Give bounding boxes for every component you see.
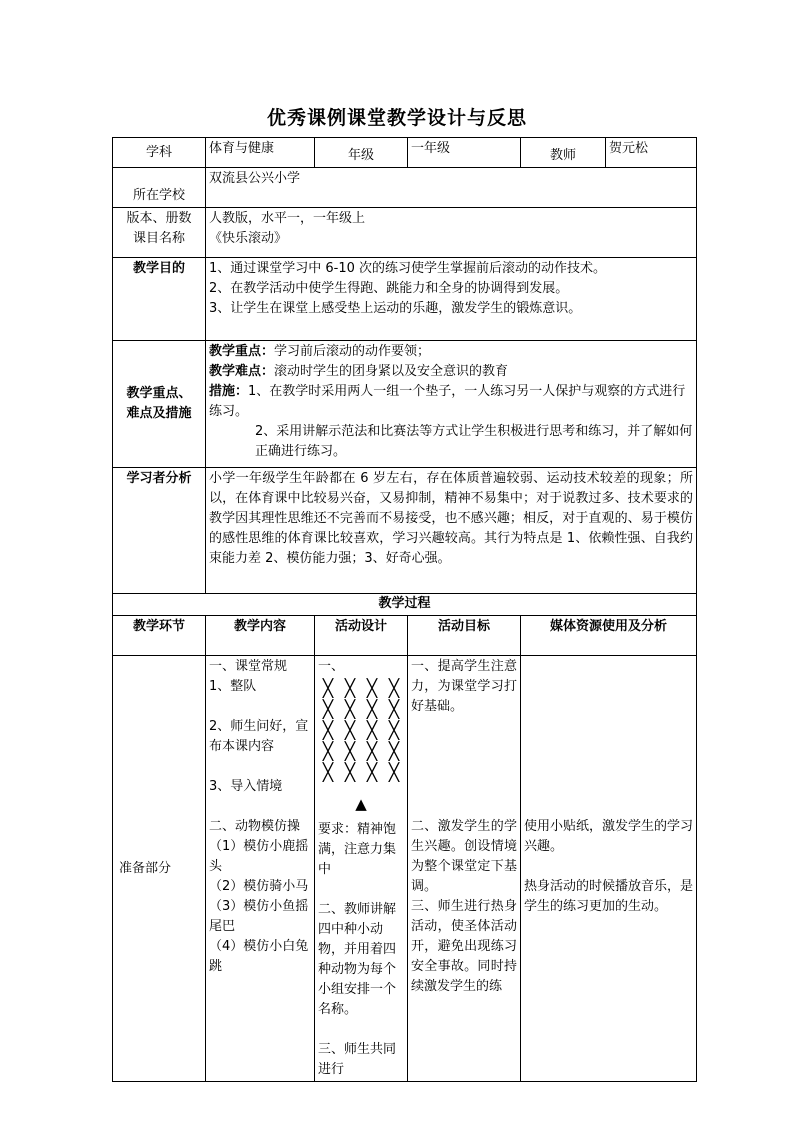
key-points-label-line2: 难点及措施 bbox=[126, 406, 192, 421]
edition-value-line2: 《快乐滚动》 bbox=[209, 231, 288, 246]
student-marker: ╳ bbox=[322, 721, 334, 741]
student-marker: ╳ bbox=[344, 679, 356, 699]
stage-name: 准备部分 bbox=[113, 656, 206, 1082]
key-points-content bbox=[206, 341, 697, 468]
focus-label: 教学重点： bbox=[209, 344, 275, 359]
student-marker: ╳ bbox=[322, 679, 334, 699]
col-goal: 活动目标 bbox=[408, 616, 521, 656]
difficulty-label: 教学难点： bbox=[209, 364, 275, 379]
learner-analysis-row bbox=[113, 468, 697, 594]
edition-label-line1: 版本、册数 bbox=[126, 211, 192, 226]
content-cell bbox=[206, 656, 315, 1082]
content-line: （1）模仿小鹿摇头 bbox=[209, 839, 309, 874]
measure-2: 2、采用讲解示范法和比赛法等方式让学生积极进行思考和练习，并了解如何正确进行练习。 bbox=[255, 424, 693, 459]
student-marker: ╳ bbox=[344, 700, 356, 720]
content-spacer bbox=[209, 797, 311, 817]
content-line: 一、课堂常规 bbox=[209, 659, 288, 674]
lesson-plan-table bbox=[112, 137, 697, 1082]
goal-line: 二、激发学生的学生兴趣。创设情境为整个课堂定下基调。 bbox=[411, 819, 517, 894]
student-marker: ╳ bbox=[388, 721, 400, 741]
objective-item: 2、在教学活动中使学生得跑、跳能力和全身的协调得到发展。 bbox=[209, 281, 569, 296]
measure-1-text: 1、在教学时采用两人一组一个垫子，一人练习另一人保护与观察的方式进行练习。 bbox=[209, 384, 686, 419]
teacher-value: 贺元松 bbox=[606, 138, 697, 168]
school-label: 所在学校 bbox=[113, 168, 206, 208]
objective-item: 3、让学生在课堂上感受垫上运动的乐趣，激发学生的锻炼意识。 bbox=[209, 301, 582, 316]
col-content: 教学内容 bbox=[206, 616, 315, 656]
col-stage: 教学环节 bbox=[113, 616, 206, 656]
student-marker: ╳ bbox=[322, 763, 334, 783]
activity-line: 三、师生共同进行 bbox=[318, 1042, 397, 1077]
student-marker: ╳ bbox=[366, 700, 378, 720]
subject-value: 体育与健康 bbox=[206, 138, 315, 168]
measures-label: 措施： bbox=[209, 384, 249, 399]
goal-cell bbox=[408, 656, 521, 1082]
student-marker: ╳ bbox=[388, 742, 400, 762]
objectives-list bbox=[206, 258, 697, 341]
student-marker: ╳ bbox=[366, 763, 378, 783]
goal-line: 三、师生进行热身活动，使圣体活动开，避免出现练习安全事故。同时持续激发学生的练 bbox=[411, 899, 517, 994]
student-marker: ╳ bbox=[366, 721, 378, 741]
process-heading: 教学过程 bbox=[113, 594, 697, 616]
goal-line: 一、提高学生注意力，为课堂学习打好基础。 bbox=[411, 659, 517, 714]
grade-label: 年级 bbox=[315, 138, 408, 168]
key-points-label bbox=[113, 341, 206, 468]
student-marker: ╳ bbox=[388, 700, 400, 720]
focus-text: 学习前后滚动的动作要领； bbox=[274, 344, 431, 359]
student-marker: ╳ bbox=[344, 763, 356, 783]
edition-value-line1: 人教版，水平一，一年级上 bbox=[209, 211, 366, 226]
activity-line: 二、教师讲解四中种小动物，并用着四种动物为每个小组安排一个名称。 bbox=[318, 902, 397, 1017]
student-marker: ╳ bbox=[388, 763, 400, 783]
student-marker: ╳ bbox=[322, 742, 334, 762]
student-marker: ╳ bbox=[322, 700, 334, 720]
edition-value bbox=[206, 208, 697, 258]
process-heading-row bbox=[113, 594, 697, 616]
student-marker: ╳ bbox=[344, 721, 356, 741]
process-columns-row bbox=[113, 616, 697, 656]
key-points-label-line1: 教学重点、 bbox=[126, 386, 192, 401]
school-row bbox=[113, 168, 697, 208]
activity-line: 要求：精神饱满，注意力集中 bbox=[318, 822, 397, 877]
content-line: 1、整队 bbox=[209, 679, 257, 694]
measure-1 bbox=[209, 382, 693, 422]
activity-cell bbox=[315, 656, 408, 1082]
key-points-row bbox=[113, 341, 697, 468]
difficulty-text: 滚动时学生的团身紧以及安全意识的教育 bbox=[274, 364, 509, 379]
student-marker: ╳ bbox=[344, 742, 356, 762]
edition-label bbox=[113, 208, 206, 258]
grade-value: 一年级 bbox=[408, 138, 521, 168]
student-marker: ╳ bbox=[388, 679, 400, 699]
content-spacer bbox=[209, 757, 311, 777]
content-spacer bbox=[209, 697, 311, 717]
content-line: 3、导入情境 bbox=[209, 779, 283, 794]
content-line: （2）模仿骑小马 bbox=[209, 879, 309, 894]
media-line: 使用小贴纸，激发学生的学习兴趣。 bbox=[524, 819, 694, 854]
page-title: 优秀课例课堂教学设计与反思 bbox=[266, 107, 527, 129]
content-line: 2、师生问好，宣布本课内容 bbox=[209, 719, 309, 754]
media-cell bbox=[521, 656, 697, 1082]
objective-item: 1、通过课堂学习中 6-10 次的练习使学生掌握前后滚动的动作技术。 bbox=[209, 261, 607, 276]
teacher-position-icon: ▲ bbox=[355, 795, 367, 813]
learner-analysis-label: 学习者分析 bbox=[113, 468, 206, 594]
edition-row bbox=[113, 208, 697, 258]
formation-diagram bbox=[318, 679, 404, 784]
content-line: 二、动物模仿操 bbox=[209, 819, 301, 834]
preparation-row bbox=[113, 656, 697, 1082]
edition-label-line2: 课目名称 bbox=[132, 231, 185, 246]
teaching-focus bbox=[209, 342, 693, 362]
student-marker: ╳ bbox=[366, 742, 378, 762]
teaching-difficulty bbox=[209, 362, 693, 382]
col-media: 媒体资源使用及分析 bbox=[521, 616, 697, 656]
content-line: （4）模仿小白兔跳 bbox=[209, 939, 309, 974]
objectives-row bbox=[113, 258, 697, 341]
col-activity: 活动设计 bbox=[315, 616, 408, 656]
header-row bbox=[113, 138, 697, 168]
learner-analysis-text: 小学一年级学生年龄都在 6 岁左右，存在体质普遍较弱、运动技术较差的现象；所以，在体育课中比较易兴奋，又易抑制，精神不易集中；对于说教过多、技术要求的教学因其理性思维还不完善而不易接受，也不感兴趣；相反，对于直观的、易于模仿的感性思维的体育课比较喜欢，学习兴趣较高。其行为特点是 1、依赖性强、自我约束能力差 2、模仿能力强；3、好奇心强。 bbox=[206, 468, 697, 594]
teacher-label: 教师 bbox=[521, 138, 606, 168]
student-marker: ╳ bbox=[366, 679, 378, 699]
media-line: 热身活动的时候播放音乐，是学生的练习更加的生动。 bbox=[524, 879, 694, 914]
activity-top-label: 一、 bbox=[318, 659, 345, 674]
objectives-label: 教学目的 bbox=[113, 258, 206, 341]
subject-label: 学科 bbox=[113, 138, 206, 168]
school-value: 双流县公兴小学 bbox=[206, 168, 697, 208]
content-line: （3）模仿小鱼摇尾巴 bbox=[209, 899, 309, 934]
